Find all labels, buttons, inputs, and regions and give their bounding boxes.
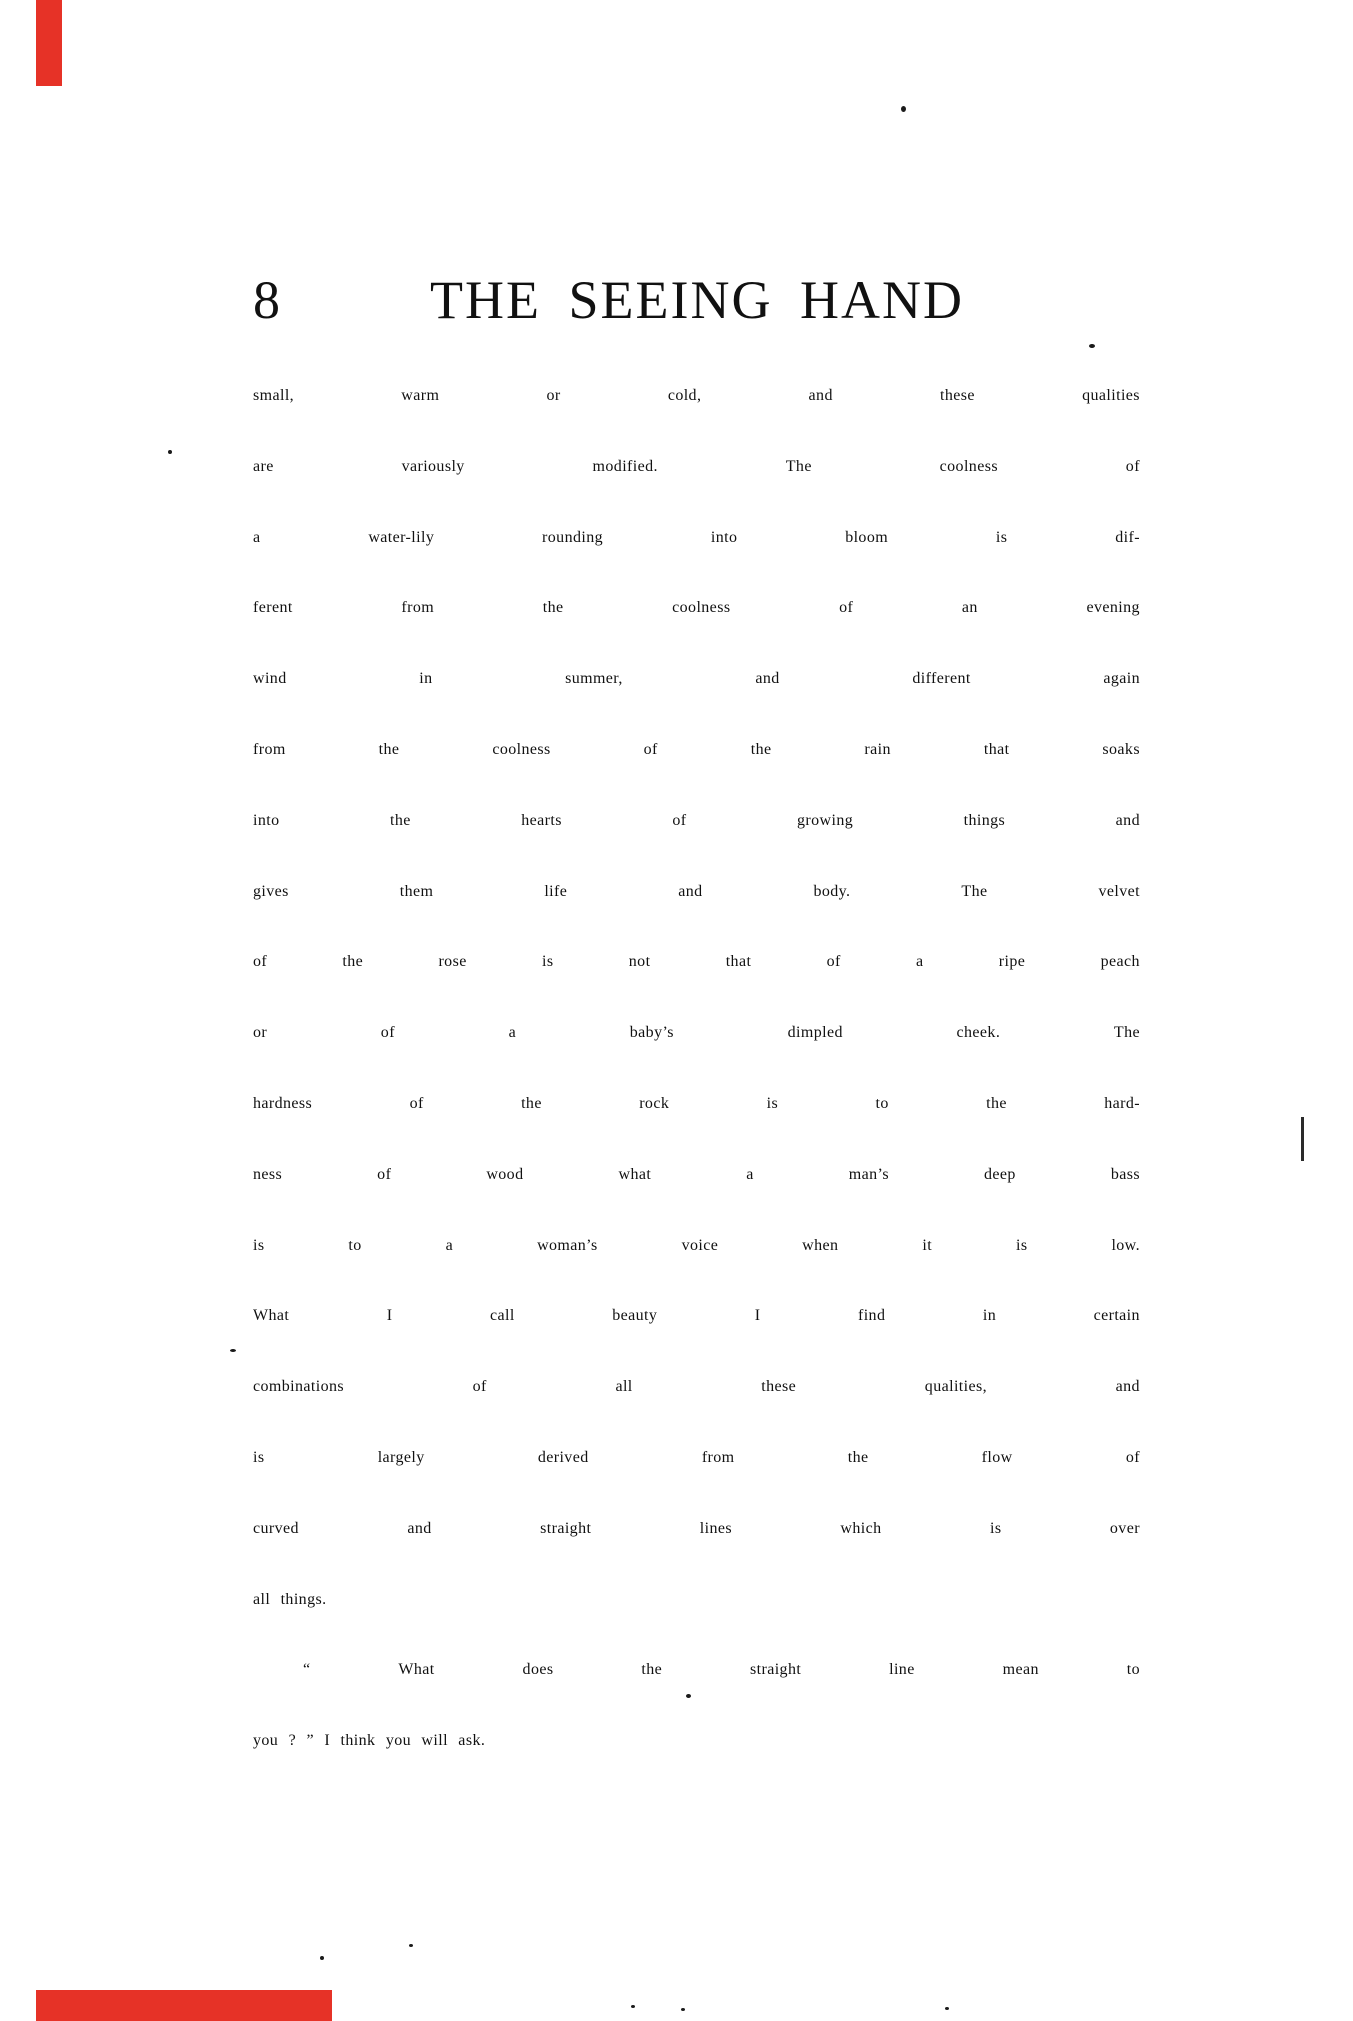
text-line	[253, 927, 1140, 998]
word: warm	[401, 387, 440, 404]
word: a	[746, 1165, 754, 1183]
word: The	[1113, 1024, 1140, 1042]
word: is	[253, 1448, 265, 1466]
word: the	[521, 1094, 542, 1112]
word: to	[875, 1094, 889, 1112]
word: modified.	[592, 457, 658, 475]
word: coolness	[672, 599, 731, 617]
word: the	[641, 1661, 663, 1679]
scan-speck	[945, 2007, 949, 2010]
word: is	[989, 1519, 1002, 1537]
word: which	[840, 1519, 882, 1537]
word: that	[983, 740, 1010, 758]
word: dimpled	[787, 1024, 843, 1042]
title-word: SEEING	[568, 270, 773, 330]
word: over	[1109, 1519, 1140, 1537]
word: evening	[1086, 599, 1140, 617]
word: of	[672, 811, 687, 829]
word: find	[857, 1307, 886, 1325]
word: these	[761, 1378, 797, 1396]
word: cold,	[667, 387, 702, 404]
text-line: you ? ” I think you will ask.	[253, 1732, 486, 1750]
word: straight	[750, 1661, 802, 1679]
word: and	[1115, 1378, 1140, 1396]
word: ness	[253, 1165, 283, 1183]
word: a	[916, 953, 924, 971]
word: call	[489, 1307, 515, 1325]
page-number: 8	[253, 270, 280, 330]
word: the	[847, 1448, 869, 1466]
page-body-text	[253, 361, 1140, 1777]
text-line	[253, 1352, 1140, 1423]
word: largely	[377, 1448, 425, 1466]
word: is	[995, 528, 1008, 546]
word: low.	[1111, 1236, 1140, 1254]
word: an	[961, 599, 978, 617]
text-line	[253, 503, 1140, 574]
word: of	[377, 1165, 392, 1183]
word: of	[253, 953, 268, 971]
word: combinations	[253, 1378, 345, 1396]
word: a	[508, 1024, 517, 1042]
text-line	[253, 644, 1140, 715]
word: variously	[401, 457, 465, 475]
word: from	[401, 599, 435, 617]
word: life	[544, 882, 568, 900]
word: what	[618, 1165, 652, 1183]
word: velvet	[1098, 882, 1140, 900]
word: cheek.	[956, 1024, 1001, 1042]
word: the	[986, 1094, 1007, 1112]
word: The	[961, 882, 988, 900]
text-line	[253, 1211, 1140, 1282]
word: is	[542, 953, 554, 971]
word: baby’s	[629, 1024, 674, 1042]
title-word: HAND	[799, 270, 964, 330]
text-line	[253, 786, 1140, 857]
text-line	[253, 1494, 1140, 1565]
word: and	[407, 1519, 432, 1537]
word: straight	[540, 1519, 592, 1537]
word: soaks	[1102, 740, 1140, 758]
word: certain	[1093, 1307, 1140, 1325]
word: beauty	[612, 1307, 658, 1325]
red-scan-mark-bottom-left	[36, 1990, 332, 2021]
word: a	[445, 1236, 454, 1254]
scan-speck	[320, 1956, 324, 1960]
text-line	[253, 1423, 1140, 1494]
word: gives	[253, 882, 289, 900]
word: things	[963, 811, 1006, 829]
word: in	[982, 1307, 997, 1325]
word: I	[386, 1307, 393, 1325]
word: again	[1103, 670, 1140, 688]
scan-speck	[681, 2008, 685, 2011]
word: curved	[253, 1519, 299, 1537]
text-line	[253, 715, 1140, 786]
word: the	[390, 811, 411, 829]
word: What	[398, 1661, 435, 1679]
scan-speck	[631, 2005, 635, 2008]
word: water-lily	[368, 528, 435, 546]
word: ripe	[998, 953, 1026, 971]
word: and	[678, 882, 703, 900]
word: these	[940, 387, 975, 404]
word: coolness	[939, 457, 998, 475]
scan-speck	[409, 1944, 413, 1947]
word: different	[912, 670, 971, 688]
word: and	[1115, 811, 1140, 829]
word: ferent	[253, 599, 293, 617]
word: it	[922, 1236, 933, 1254]
word: of	[839, 599, 854, 617]
word: rock	[639, 1094, 670, 1112]
text-line	[253, 573, 1140, 644]
word: is	[1016, 1236, 1028, 1254]
word: when	[802, 1236, 839, 1254]
text-line: all things.	[253, 1590, 327, 1608]
word: voice	[681, 1236, 719, 1254]
word: “	[303, 1661, 311, 1679]
word: the	[378, 740, 400, 758]
word: the	[750, 740, 772, 758]
word: lines	[699, 1519, 732, 1537]
text-line	[253, 1281, 1140, 1352]
page-title	[430, 263, 964, 337]
word: all	[615, 1378, 633, 1396]
word: of	[826, 953, 841, 971]
word: or	[546, 387, 561, 404]
word: of	[472, 1378, 487, 1396]
word: wind	[253, 670, 287, 688]
word: body.	[813, 882, 851, 900]
word: to	[348, 1236, 362, 1254]
word: to	[1126, 1661, 1140, 1679]
word: is	[766, 1094, 779, 1112]
word: dif-	[1115, 528, 1140, 546]
title-word: THE	[430, 270, 541, 330]
word: or	[253, 1024, 268, 1042]
word: is	[253, 1236, 265, 1254]
word: qualities,	[924, 1378, 988, 1396]
word: a	[253, 528, 261, 546]
word: derived	[537, 1448, 589, 1466]
scan-speck	[168, 450, 172, 454]
text-line	[253, 857, 1140, 928]
page-header	[253, 263, 965, 337]
word: man’s	[848, 1165, 889, 1183]
word: in	[419, 670, 433, 688]
word: the	[342, 953, 364, 971]
word: of	[1125, 457, 1140, 475]
text-line	[253, 1069, 1140, 1140]
word: coolness	[492, 740, 551, 758]
word: woman’s	[537, 1236, 598, 1254]
word: into	[253, 811, 280, 829]
word: and	[755, 670, 780, 688]
word: from	[253, 740, 286, 758]
red-scan-mark-top-left	[36, 0, 62, 86]
word: bass	[1110, 1165, 1140, 1183]
text-line	[253, 432, 1140, 503]
text-line	[253, 1140, 1140, 1211]
word: hardness	[253, 1094, 313, 1112]
word: mean	[1002, 1661, 1039, 1679]
word: qualities	[1082, 387, 1140, 404]
word: hearts	[521, 811, 562, 829]
text-line	[253, 998, 1140, 1069]
word: and	[808, 387, 833, 404]
word: The	[785, 457, 812, 475]
word: does	[522, 1661, 554, 1679]
word: wood	[486, 1165, 524, 1183]
word: flow	[981, 1448, 1013, 1466]
word: the	[542, 599, 564, 617]
text-line	[253, 1635, 1140, 1706]
word: of	[643, 740, 658, 758]
word: of	[1125, 1448, 1140, 1466]
word: peach	[1100, 953, 1140, 971]
word: summer,	[565, 670, 623, 688]
word: bloom	[845, 528, 889, 546]
word: deep	[983, 1165, 1016, 1183]
word: growing	[797, 811, 854, 829]
word: rose	[438, 953, 467, 971]
scan-speck	[1089, 344, 1095, 348]
word: of	[409, 1094, 424, 1112]
word: them	[399, 882, 434, 900]
word: rain	[864, 740, 891, 758]
word: not	[628, 953, 651, 971]
word: What	[253, 1307, 290, 1325]
word: that	[725, 953, 752, 971]
word: rounding	[542, 528, 604, 546]
word: into	[710, 528, 738, 546]
scan-speck	[901, 106, 906, 112]
word: of	[380, 1024, 395, 1042]
word: I	[754, 1307, 761, 1325]
word: small,	[253, 387, 295, 404]
word: hard-	[1104, 1094, 1140, 1112]
word: line	[889, 1661, 915, 1679]
text-line	[253, 361, 1140, 432]
word: from	[701, 1448, 735, 1466]
scan-speck	[230, 1349, 236, 1352]
word: are	[253, 457, 274, 475]
scan-margin-dash	[1301, 1117, 1304, 1161]
